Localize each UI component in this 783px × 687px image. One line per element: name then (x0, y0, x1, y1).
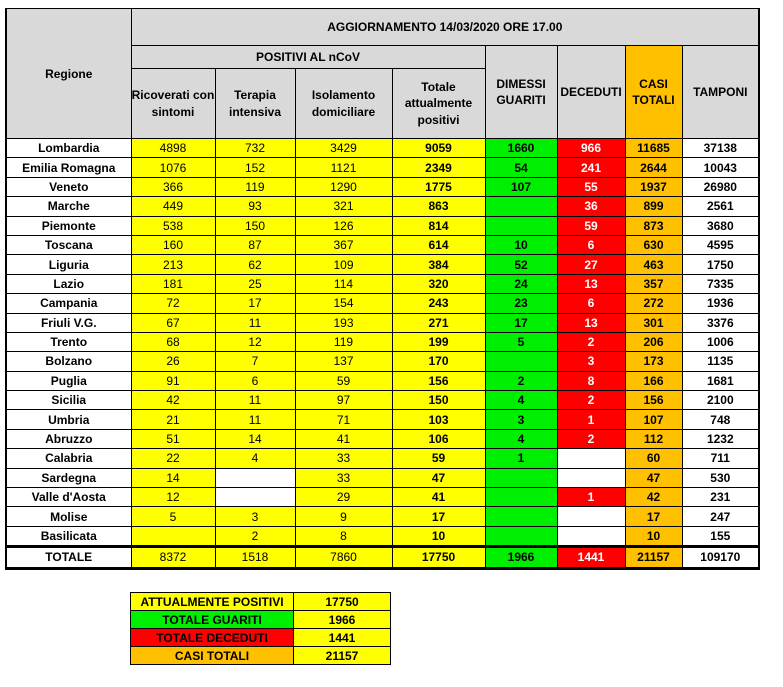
cell-deceduti: 3 (557, 352, 625, 371)
cell-deceduti: 8 (557, 371, 625, 390)
header-tamponi: TAMPONI (682, 46, 759, 139)
cell-regione: Calabria (6, 449, 131, 468)
cell-dimessi: 17 (485, 313, 557, 332)
cell-ricoverati: 538 (131, 216, 215, 235)
table-row (6, 274, 759, 293)
table-row (6, 158, 759, 177)
cell-regione: Campania (6, 294, 131, 313)
cell-casi: 17 (625, 507, 682, 526)
cell-casi: 166 (625, 371, 682, 390)
cell-deceduti (557, 526, 625, 546)
cell-ricoverati: 5 (131, 507, 215, 526)
cell-regione: Veneto (6, 177, 131, 196)
cell-dimessi: 4 (485, 429, 557, 448)
cell-totale: 614 (392, 235, 485, 254)
table-row (6, 197, 759, 216)
cell-terapia: 7 (215, 352, 295, 371)
cell-totale: 150 (392, 391, 485, 410)
cell-ricoverati: 91 (131, 371, 215, 390)
header-casi-totali: CASI TOTALI (625, 46, 682, 139)
table-row (6, 255, 759, 274)
cell-dimessi: 1660 (485, 139, 557, 158)
table-row (6, 449, 759, 468)
table-row (6, 410, 759, 429)
cell-totale: 384 (392, 255, 485, 274)
cell-casi: 173 (625, 352, 682, 371)
cell-totale: 9059 (392, 139, 485, 158)
cell-totale: 59 (392, 449, 485, 468)
cell-deceduti: 55 (557, 177, 625, 196)
cell-terapia: 14 (215, 429, 295, 448)
cell-totale: 320 (392, 274, 485, 293)
cell-dimessi: 107 (485, 177, 557, 196)
cell-casi: 10 (625, 526, 682, 546)
cell-deceduti: 2 (557, 429, 625, 448)
cell-ricoverati: 449 (131, 197, 215, 216)
cell-deceduti: 6 (557, 235, 625, 254)
cell-deceduti: 966 (557, 139, 625, 158)
cell-totale: 2349 (392, 158, 485, 177)
cell-dimessi: 3 (485, 410, 557, 429)
cell-deceduti: 1 (557, 410, 625, 429)
header-terapia: Terapia intensiva (215, 69, 295, 139)
cell-terapia: 4 (215, 449, 295, 468)
cell-isolamento: 119 (295, 332, 392, 351)
legend-value: 17750 (294, 593, 391, 611)
cell-dimessi: 52 (485, 255, 557, 274)
cell-terapia: 119 (215, 177, 295, 196)
cell-regione: Liguria (6, 255, 131, 274)
cell-terapia: 11 (215, 410, 295, 429)
cell-isolamento: 114 (295, 274, 392, 293)
cell-terapia: 17 (215, 294, 295, 313)
cell-terapia (215, 468, 295, 487)
cell-ricoverati: 22 (131, 449, 215, 468)
cell-isolamento: 1121 (295, 158, 392, 177)
cell-ricoverati: 72 (131, 294, 215, 313)
cell-tamponi: 711 (682, 449, 759, 468)
cell-ricoverati: 4898 (131, 139, 215, 158)
legend-row (131, 647, 391, 665)
cell-isolamento: 1290 (295, 177, 392, 196)
cell-deceduti: 241 (557, 158, 625, 177)
cell-deceduti: 6 (557, 294, 625, 313)
cell-casi: 42 (625, 488, 682, 507)
cell-isolamento: 126 (295, 216, 392, 235)
cell-casi: 47 (625, 468, 682, 487)
cell-regione: Marche (6, 197, 131, 216)
cell-tamponi: 2561 (682, 197, 759, 216)
cell-casi: 301 (625, 313, 682, 332)
cell-regione: Bolzano (6, 352, 131, 371)
cell-dimessi (485, 352, 557, 371)
cell-totale: 10 (392, 526, 485, 546)
cell-dimessi (485, 507, 557, 526)
cell-ricoverati: 21 (131, 410, 215, 429)
cell-totale: 199 (392, 332, 485, 351)
header-title: AGGIORNAMENTO 14/03/2020 ORE 17.00 (131, 9, 759, 46)
cell-tamponi: 155 (682, 526, 759, 546)
cell-ricoverati: 12 (131, 488, 215, 507)
cell-dimessi: 5 (485, 332, 557, 351)
cell-dimessi: 2 (485, 371, 557, 390)
cell-casi: 112 (625, 429, 682, 448)
table-row (6, 488, 759, 507)
cell-terapia: 1518 (215, 547, 295, 568)
cell-deceduti: 27 (557, 255, 625, 274)
cell-terapia: 3 (215, 507, 295, 526)
cell-deceduti: 59 (557, 216, 625, 235)
cell-ricoverati: 1076 (131, 158, 215, 177)
cell-regione: Piemonte (6, 216, 131, 235)
cell-totale: 106 (392, 429, 485, 448)
cell-totale: 47 (392, 468, 485, 487)
cell-ricoverati: 68 (131, 332, 215, 351)
cell-isolamento: 29 (295, 488, 392, 507)
cell-regione: TOTALE (6, 547, 131, 568)
table-row (6, 526, 759, 546)
legend-value: 1966 (294, 611, 391, 629)
legend-label: TOTALE DECEDUTI (131, 629, 294, 647)
header-isolamento: Isolamento domiciliare (295, 69, 392, 139)
cell-casi: 630 (625, 235, 682, 254)
table-row (6, 391, 759, 410)
table-row (6, 332, 759, 351)
table-row (6, 235, 759, 254)
header-ricoverati: Ricoverati con sintomi (131, 69, 215, 139)
cell-casi: 60 (625, 449, 682, 468)
cell-regione: Valle d'Aosta (6, 488, 131, 507)
cell-totale: 17 (392, 507, 485, 526)
cell-tamponi: 1936 (682, 294, 759, 313)
cell-deceduti: 13 (557, 274, 625, 293)
cell-dimessi (485, 526, 557, 546)
cell-casi: 873 (625, 216, 682, 235)
cell-regione: Emilia Romagna (6, 158, 131, 177)
cell-regione: Umbria (6, 410, 131, 429)
legend-label: CASI TOTALI (131, 647, 294, 665)
cell-regione: Molise (6, 507, 131, 526)
table-row (6, 139, 759, 158)
cell-casi: 357 (625, 274, 682, 293)
table-row (6, 216, 759, 235)
cell-deceduti: 2 (557, 332, 625, 351)
cell-ricoverati: 213 (131, 255, 215, 274)
cell-regione: Trento (6, 332, 131, 351)
cell-casi: 2644 (625, 158, 682, 177)
cell-ricoverati (131, 526, 215, 546)
cell-casi: 156 (625, 391, 682, 410)
table-row (6, 313, 759, 332)
cell-terapia: 152 (215, 158, 295, 177)
cell-terapia: 93 (215, 197, 295, 216)
cell-regione: Sicilia (6, 391, 131, 410)
legend-value: 1441 (294, 629, 391, 647)
cell-tamponi: 1006 (682, 332, 759, 351)
cell-casi: 107 (625, 410, 682, 429)
cell-isolamento: 321 (295, 197, 392, 216)
cell-terapia: 12 (215, 332, 295, 351)
header-positivi-group: POSITIVI AL nCoV (131, 46, 485, 69)
cell-isolamento: 109 (295, 255, 392, 274)
cell-totale: 243 (392, 294, 485, 313)
cell-isolamento: 41 (295, 429, 392, 448)
cell-tamponi: 1750 (682, 255, 759, 274)
cell-isolamento: 193 (295, 313, 392, 332)
cell-tamponi: 247 (682, 507, 759, 526)
cell-totale: 156 (392, 371, 485, 390)
cell-dimessi (485, 488, 557, 507)
cell-deceduti (557, 468, 625, 487)
cell-casi: 272 (625, 294, 682, 313)
header-regione: Regione (6, 9, 131, 139)
cell-deceduti: 2 (557, 391, 625, 410)
cell-casi: 899 (625, 197, 682, 216)
cell-tamponi: 231 (682, 488, 759, 507)
cell-regione: Friuli V.G. (6, 313, 131, 332)
cell-isolamento: 3429 (295, 139, 392, 158)
cell-casi: 206 (625, 332, 682, 351)
covid-regions-table (5, 8, 760, 570)
table-row (6, 507, 759, 526)
cell-tamponi: 748 (682, 410, 759, 429)
cell-dimessi (485, 468, 557, 487)
table-row (6, 468, 759, 487)
cell-terapia (215, 488, 295, 507)
cell-dimessi: 23 (485, 294, 557, 313)
cell-terapia: 150 (215, 216, 295, 235)
cell-ricoverati: 26 (131, 352, 215, 371)
cell-casi: 463 (625, 255, 682, 274)
cell-casi: 21157 (625, 547, 682, 568)
cell-regione: Basilicata (6, 526, 131, 546)
cell-casi: 1937 (625, 177, 682, 196)
table-row (6, 352, 759, 371)
cell-isolamento: 59 (295, 371, 392, 390)
totale-row (6, 547, 759, 568)
cell-regione: Lombardia (6, 139, 131, 158)
cell-dimessi: 24 (485, 274, 557, 293)
cell-ricoverati: 160 (131, 235, 215, 254)
cell-totale: 17750 (392, 547, 485, 568)
cell-isolamento: 154 (295, 294, 392, 313)
cell-tamponi: 1232 (682, 429, 759, 448)
header-totale-positivi: Totale attualmente positivi (392, 69, 485, 139)
cell-totale: 271 (392, 313, 485, 332)
cell-isolamento: 9 (295, 507, 392, 526)
legend-table (130, 592, 391, 665)
cell-isolamento: 8 (295, 526, 392, 546)
cell-ricoverati: 8372 (131, 547, 215, 568)
table-row (6, 294, 759, 313)
cell-totale: 170 (392, 352, 485, 371)
cell-totale: 103 (392, 410, 485, 429)
cell-ricoverati: 366 (131, 177, 215, 196)
cell-dimessi: 4 (485, 391, 557, 410)
cell-isolamento: 137 (295, 352, 392, 371)
cell-terapia: 25 (215, 274, 295, 293)
cell-tamponi: 37138 (682, 139, 759, 158)
cell-isolamento: 97 (295, 391, 392, 410)
cell-isolamento: 7860 (295, 547, 392, 568)
header-dimessi: DIMESSI GUARITI (485, 46, 557, 139)
cell-totale: 863 (392, 197, 485, 216)
cell-deceduti (557, 449, 625, 468)
cell-tamponi: 1135 (682, 352, 759, 371)
legend-label: ATTUALMENTE POSITIVI (131, 593, 294, 611)
cell-tamponi: 3680 (682, 216, 759, 235)
cell-totale: 1775 (392, 177, 485, 196)
cell-ricoverati: 42 (131, 391, 215, 410)
cell-dimessi: 1 (485, 449, 557, 468)
cell-terapia: 2 (215, 526, 295, 546)
cell-dimessi: 10 (485, 235, 557, 254)
cell-terapia: 11 (215, 391, 295, 410)
cell-ricoverati: 51 (131, 429, 215, 448)
cell-tamponi: 26980 (682, 177, 759, 196)
cell-tamponi: 109170 (682, 547, 759, 568)
cell-terapia: 62 (215, 255, 295, 274)
cell-tamponi: 2100 (682, 391, 759, 410)
cell-tamponi: 530 (682, 468, 759, 487)
cell-terapia: 11 (215, 313, 295, 332)
legend-label: TOTALE GUARITI (131, 611, 294, 629)
table-row (6, 429, 759, 448)
cell-casi: 11685 (625, 139, 682, 158)
cell-deceduti (557, 507, 625, 526)
cell-tamponi: 7335 (682, 274, 759, 293)
cell-terapia: 732 (215, 139, 295, 158)
cell-dimessi (485, 197, 557, 216)
cell-dimessi: 54 (485, 158, 557, 177)
cell-dimessi (485, 216, 557, 235)
cell-regione: Puglia (6, 371, 131, 390)
cell-deceduti: 13 (557, 313, 625, 332)
cell-deceduti: 1441 (557, 547, 625, 568)
table-row (6, 371, 759, 390)
cell-isolamento: 71 (295, 410, 392, 429)
legend-value: 21157 (294, 647, 391, 665)
header-deceduti: DECEDUTI (557, 46, 625, 139)
cell-isolamento: 33 (295, 449, 392, 468)
cell-regione: Toscana (6, 235, 131, 254)
table-row (6, 177, 759, 196)
cell-ricoverati: 181 (131, 274, 215, 293)
cell-tamponi: 4595 (682, 235, 759, 254)
cell-tamponi: 3376 (682, 313, 759, 332)
cell-dimessi: 1966 (485, 547, 557, 568)
cell-totale: 41 (392, 488, 485, 507)
cell-deceduti: 36 (557, 197, 625, 216)
cell-isolamento: 367 (295, 235, 392, 254)
cell-regione: Sardegna (6, 468, 131, 487)
legend-row (131, 629, 391, 647)
cell-regione: Abruzzo (6, 429, 131, 448)
legend-row (131, 611, 391, 629)
cell-isolamento: 33 (295, 468, 392, 487)
cell-regione: Lazio (6, 274, 131, 293)
cell-totale: 814 (392, 216, 485, 235)
legend-row (131, 593, 391, 611)
cell-tamponi: 10043 (682, 158, 759, 177)
cell-terapia: 6 (215, 371, 295, 390)
cell-deceduti: 1 (557, 488, 625, 507)
cell-ricoverati: 67 (131, 313, 215, 332)
cell-tamponi: 1681 (682, 371, 759, 390)
cell-ricoverati: 14 (131, 468, 215, 487)
cell-terapia: 87 (215, 235, 295, 254)
